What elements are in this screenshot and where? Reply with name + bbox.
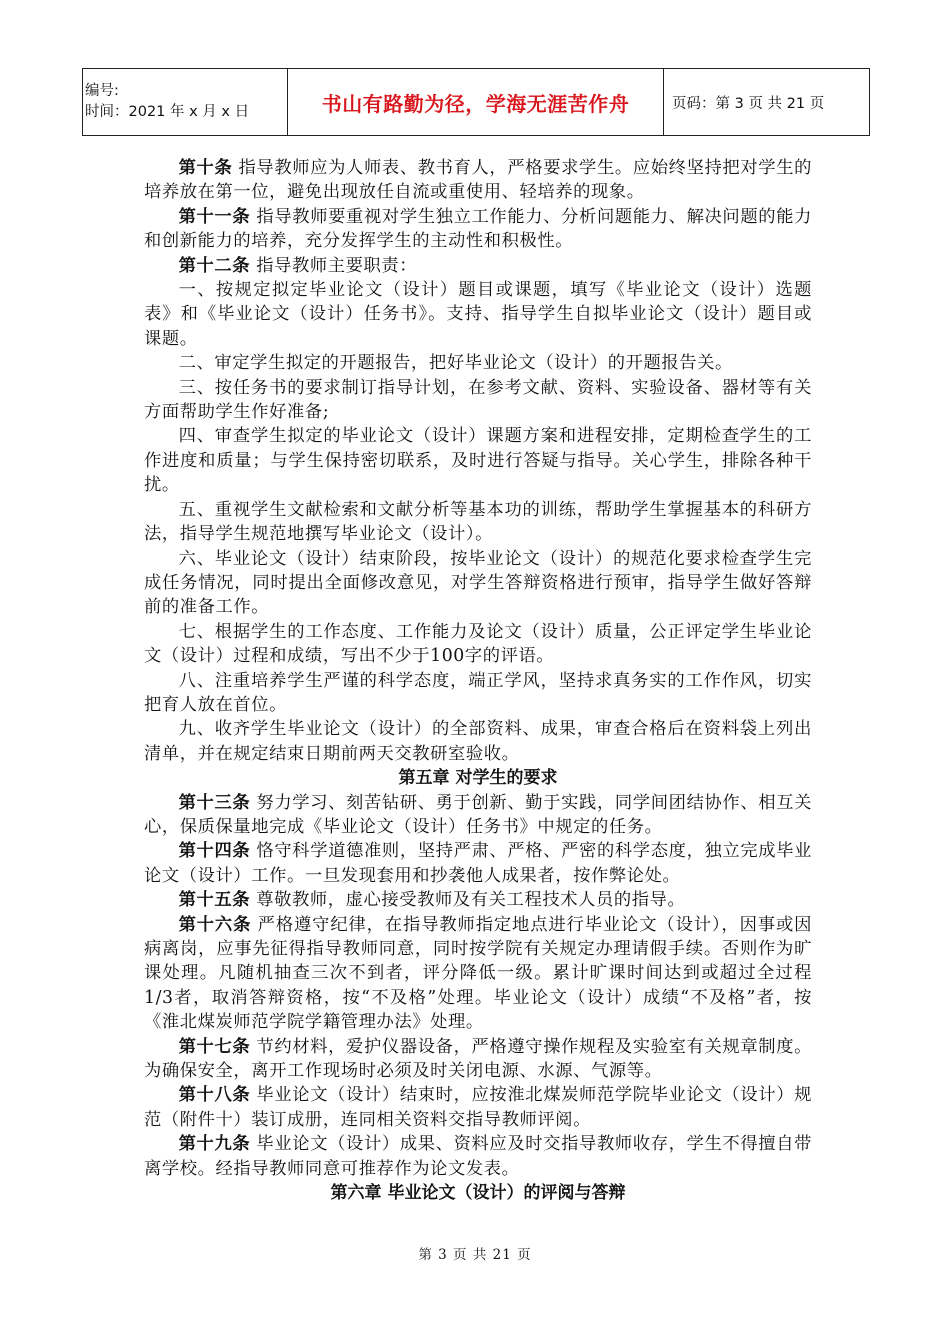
paragraph-text: 努力学习、刻苦钻研、勇于创新、勤于实践，同学间团结协作、相互关心，保质保量地完成《毕业论文（设计）任务书》中规定的任务。 [144, 792, 812, 837]
paragraph-text: 毕业论文（设计）成果、资料应及时交指导教师收存，学生不得擅自带离学校。经指导教师同意可推荐作为论文发表。 [144, 1134, 812, 1179]
header-motto: 书山有路勤为径，学海无涯苦作舟 [288, 69, 664, 136]
article-number: 第十条 [178, 158, 233, 178]
paragraph [144, 620, 812, 669]
paragraph-text: 严格遵守纪律，在指导教师指定地点进行毕业论文（设计），因事或因病离岗，应事先征得指导教师同意，同时按学院有关规定办理请假手续。否则作为旷课处理。凡随机抽查三次不到者，评分降低一级。累计旷课时间达到或超过全过程1/3者，取消答辩资格，按“不及格”处理。毕业论文（设计）成绩“不及格”者，按《淮北煤炭师范学院学籍管理办法》处理。 [144, 914, 812, 1033]
paragraph [144, 254, 812, 278]
paragraph-text: 二、审定学生拟定的开题报告，把好毕业论文（设计）的开题报告关。 [178, 353, 733, 374]
paragraph [144, 791, 812, 840]
paragraph-text: 尊敬教师，虚心接受教师及有关工程技术人员的指导。 [250, 890, 686, 911]
paragraph-text: 恪守科学道德准则，坚持严肃、严格、严密的科学态度，独立完成毕业论文（设计）工作。一旦发现套用和抄袭他人成果者，按作弊论处。 [144, 841, 812, 886]
paragraph-text: 七、根据学生的工作态度、工作能力及论文（设计）质量，公正评定学生毕业论文（设计）过程和成绩，写出不少于100字的评语。 [144, 621, 812, 667]
header-page-info: 页码：第 3 页 共 21 页 [664, 69, 870, 136]
paragraph-text: 三、按任务书的要求制订指导计划，在参考文献、资料、实验设备、器材等有关方面帮助学生作好准备; [144, 377, 812, 423]
paragraph-text: 毕业论文（设计）结束时，应按淮北煤炭师范学院毕业论文（设计）规范（附件十）装订成册，连同相关资料交指导教师评阅。 [144, 1085, 812, 1130]
paragraph [144, 156, 812, 205]
paragraph [144, 547, 812, 620]
article-number: 第十二条 [178, 255, 251, 276]
article-number: 第十八条 [178, 1085, 251, 1106]
code-label: 编号: [85, 83, 119, 99]
header-meta [83, 69, 288, 136]
time-label: 时间：2021 年 x 月 x 日 [85, 104, 250, 120]
page-footer: 第 3 页 共 21 页 [418, 1247, 532, 1263]
paragraph-text: 四、审查学生拟定的毕业论文（设计）课题方案和进程安排，定期检查学生的工作进度和质量；与学生保持密切联系，及时进行答疑与指导。关心学生，排除各种干扰。 [144, 426, 812, 496]
paragraph-text: 指导教师主要职责： [250, 255, 418, 276]
paragraph [144, 913, 812, 1035]
paragraph [144, 839, 812, 888]
paragraph-text: 六、毕业论文（设计）结束阶段，按毕业论文（设计）的规范化要求检查学生完成任务情况，同时提出全面修改意见，对学生答辩资格进行预审，指导学生做好答辩前的准备工作。 [144, 548, 812, 618]
paragraph [144, 376, 812, 425]
paragraph [144, 351, 812, 375]
section-student-requirements [144, 791, 812, 1182]
document-body [144, 156, 812, 1205]
article-number: 第十五条 [178, 890, 251, 911]
paragraph [144, 1083, 812, 1132]
article-number: 第十六条 [178, 914, 252, 935]
paragraph-text: 一、按规定拟定毕业论文（设计）题目或课题，填写《毕业论文（设计）选题表》和《毕业论文（设计）任务书》。支持、指导学生自拟毕业论文（设计）题目或课题。 [144, 280, 812, 349]
paragraph [144, 424, 812, 497]
header-table [82, 68, 870, 136]
paragraph-text: 八、注重培养学生严谨的科学态度，端正学风，坚持求真务实的工作作风，切实把育人放在首位。 [144, 670, 812, 715]
paragraph [144, 205, 812, 254]
paragraph [144, 888, 812, 912]
paragraph [144, 717, 812, 766]
paragraph-text: 五、重视学生文献检索和文献分析等基本功的训练，帮助学生掌握基本的科研方法，指导学生规范地撰写毕业论文（设计）。 [144, 499, 812, 545]
chapter-5-heading: 第五章 对学生的要求 [398, 768, 558, 789]
paragraph [144, 669, 812, 718]
paragraph-text: 九、收齐学生毕业论文（设计）的全部资料、成果，审查合格后在资料袋上列出清单，并在规定结束日期前两天交教研室验收。 [144, 719, 812, 764]
paragraph [144, 1132, 812, 1181]
paragraph-text: 指导教师要重视对学生独立工作能力、分析问题能力、解决问题的能力和创新能力的培养，充分发挥学生的主动性和积极性。 [144, 206, 812, 252]
chapter-6-heading: 第六章 毕业论文（设计）的评阅与答辩 [330, 1183, 626, 1204]
article-number: 第十一条 [178, 206, 251, 227]
article-number: 第十三条 [178, 792, 251, 813]
paragraph-text: 指导教师应为人师表、教书育人，严格要求学生。应始终坚持把对学生的培养放在第一位，避免出现放任自流或重使用、轻培养的现象。 [144, 158, 812, 203]
article-number: 第十四条 [178, 841, 251, 862]
article-number: 第十七条 [178, 1036, 251, 1057]
paragraph [144, 498, 812, 547]
paragraph [144, 1035, 812, 1084]
section-teacher-duties [144, 156, 812, 766]
paragraph-text: 节约材料，爱护仪器设备，严格遵守操作规程及实验室有关规章制度。为确保安全，离开工作现场时必须及时关闭电源、水源、气源等。 [144, 1036, 812, 1082]
paragraph [144, 278, 812, 351]
article-number: 第十九条 [178, 1134, 251, 1155]
